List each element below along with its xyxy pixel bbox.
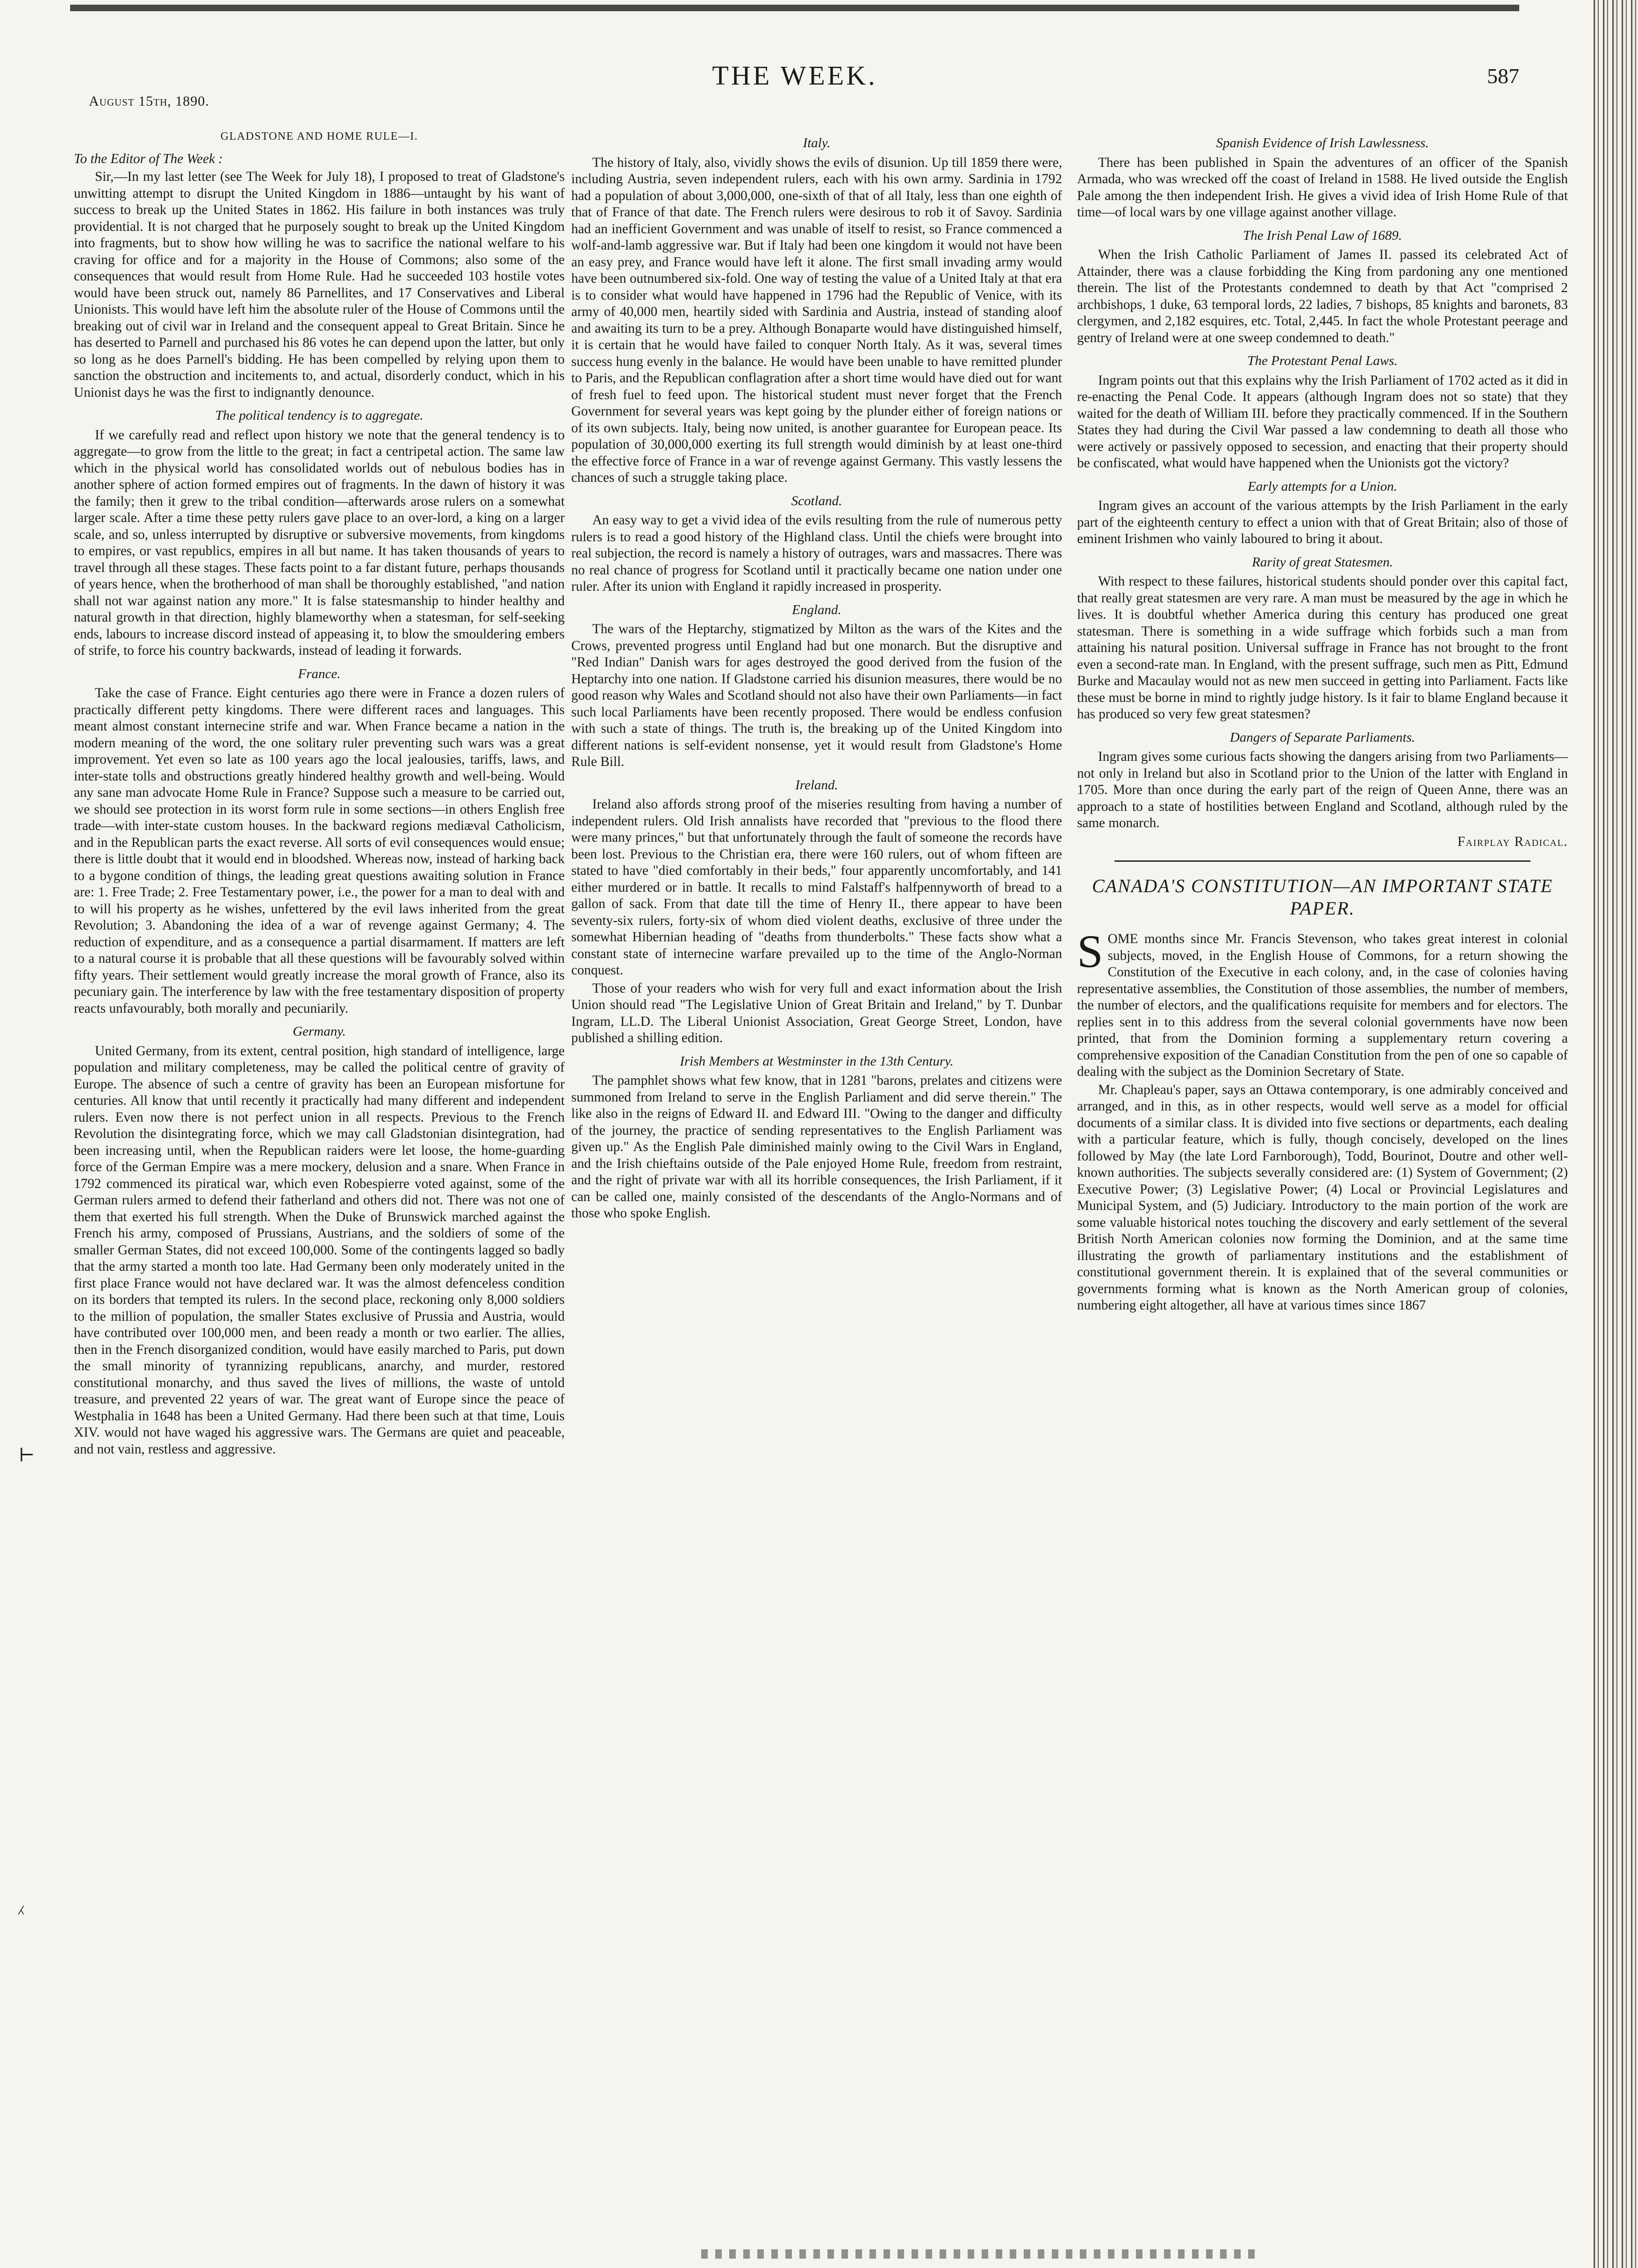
paragraph: Ingram gives some curious facts showing the dangers arising from two Parliaments—not only in Ireland but also in Scotland prior to the Union of the latter with England in 1705. More than once during the early part of the reign of Queen Anne, there was an approach to a state of hostilities between England and Scotland, although ruled by the same monarch. [1077, 749, 1568, 830]
article-heading: GLADSTONE AND HOME RULE—I. [220, 130, 418, 143]
paragraph: Those of your readers who wish for very full and exact information about the Irish Union should read "The Legislative Union of Great Britain and Ireland," by T. Dunbar Ingram, LL.D. The Liberal Unionist Association, Great George Street, London, have published a shilling edition. [571, 980, 1062, 1045]
drop-cap: S [1077, 925, 1103, 977]
column-3 [1077, 129, 1568, 2241]
salutation: To the Editor of The Week : [74, 151, 223, 166]
section-heading: Germany. [293, 1024, 346, 1039]
issue-date: August 15th, 1890. [89, 93, 209, 109]
column-1 [74, 129, 565, 2241]
paragraph: Take the case of France. Eight centuries ago there were in France a dozen rulers of practically different petty kingdoms. There were different races and languages. This meant almost constant internecine strife and war. When France became a nation in the modern meaning of the word, the one solitary ruler preventing such wars was a great improvement. Yet even so late as 100 years ago the local jealousies, tariffs, laws, and inter-state tolls and obstructions greatly hindered healthy growth and well-being. Would any sane man advocate Home Rule in France? Suppose such a measure to be carried out, we should see protection in its worst form rule in some sections—in others English free trade—with inter-state custom houses. In the backward regions mediæval Catholicism, and in the Republican parts the exact reverse. All sorts of evil consequences would ensue; there is little doubt that it would end in bloodshed. Whereas now, instead of harking back to a bygone condition of things, the leading great questions awaiting solution in France are: 1. Free Trade; 2. Free Testamentary power, i.e., the power for a man to deal with and to will his property as he wishes, unfettered by the evil laws inherited from the great Revolution; 3. Abandoning the idea of a war of revenge against Germany; 4. The reduction of expenditure, and as a consequence a partial disarmament. If matters are left to a natural course it is probable that all these questions will be favourably solved within fifty years. Their settlement would greatly increase the moral growth of France, also its pecuniary gain. The interference by law with the free testamentary disposition of property reacts unfavourably, both morally and pecuniarily. [74, 686, 565, 1016]
section-heading: Early attempts for a Union. [1248, 479, 1397, 494]
bottom-edge-marks [701, 2249, 1262, 2259]
masthead [70, 56, 1519, 122]
margin-mark: ⁁ [19, 1893, 23, 1914]
paragraph: United Germany, from its extent, central position, high standard of intelligence, large population and military completeness, may be called the political centre of gravity of Europe. The absence of such a centre of gravity has been an European misfortune for centuries. All know that until recently it practically had many different and independent rulers. Even now there is not perfect union in all respects. Previous to the French Revolution the disintegrating force, which we may call Gladstonian disintegration, had been increasing until, when the Republican raiders were let loose, the home-guarding force of the German Empire was a mere mockery, delusion and a snare. When France in 1792 commenced its piratical war, which even Robespierre voted against, some of the German rulers armed to defend their fatherland and others did not. There was not one of them that exerted his full strength. When the Duke of Brunswick marched against the French his army, composed of Prussians, Austrians, and the soldiers of some of the smaller German States, did not exceed 100,000. Some of the contingents lagged so badly that the army started a month too late. Had Germany been only moderately united in the first place France would not have declared war. It was the almost defenceless condition on its borders that tempted its rulers. In the second place, reckoning only 8,000 soldiers to the million of population, the smaller States exclusive of Prussia and Austria, would have contributed over 100,000 men, and been ready a month or two earlier. The allies, then in the French disorganized condition, would have easily marched to Paris, put down the small minority of tyrannizing republicans, anarchy, and murder, restored constitutional monarchy, and thus saved the lives of millions, the waste of untold treasure, and prevented 22 years of war. The great want of Europe since the peace of Westphalia in 1648 has been a United Germany. Had there been such at that time, Louis XIV. would not have waged his aggressive wars. The Germans are quiet and peaceable, and not vain, restless and aggressive. [74, 1043, 565, 1457]
page-number: 587 [1487, 64, 1519, 88]
paragraph: With respect to these failures, historical students should ponder over this capital fact, that really great statesmen are very rare. A man must be measured by the age in which he lives. It is doubtful whether America during this century has produced one great statesman. There is something in a wide suffrage which forbids such a man from attaining his natural position. Universal suffrage in France has not brought to the front even a second-rate man. In England, with the present suffrage, such men as Pitt, Edmund Burke and Macaulay would not as new men succeed in getting into Parliament. Facts like these must be borne in mind to rightly judge history. Is it fair to blame England because it has produced so very few great statesmen? [1077, 574, 1568, 722]
section-heading: Ireland. [795, 777, 838, 793]
section-heading: Italy. [803, 136, 831, 150]
publication-title: THE WEEK. [712, 60, 877, 91]
paragraph: The history of Italy, also, vividly shows the evils of disunion. Up till 1859 there were, including Austria, seven independent rulers, each with his own army. Sardinia in 1792 had a population of about 3,000,000, one-sixth of that of all Italy, less than one eighth of that of France of that date. The French rulers were desirous to rob it of Savoy. Sardinia had an inefficient Government and was unable of itself to resist, so France commenced a wolf-and-lamb aggressive war. But if Italy had been one kingdom it would not have been an easy prey, and France would have left it alone. The first small invading army would have been outnumbered six-fold. One way of testing the value of a United Italy at that era is to consider what would have happened in 1796 had the Republic of Venice, with its army of 40,000 men, heartily sided with Sardinia and Austria, instead of standing aloof and awaiting its turn to be a prey. Although Bonaparte would have distinguished himself, it is certain that he would have failed to conquer North Italy. As it was, several times success hung evenly in the balance. He would have been unable to have remitted plunder to Paris, and the Republican conflagration after a short time would have died out for want of fresh fuel to feed upon. The historical student must never forget that the French Government for several years was kept going by the plunder either of foreign nations or of its own subjects. Italy, being now united, is another guarantee for European peace. Its population of 30,000,000 exerting its full strength would diminish by at least one-third the effective force of France in a war of revenge against Germany. This vastly lessens the chances of such a struggle taking place. [571, 155, 1062, 485]
column-2 [571, 129, 1062, 2241]
section-heading: The political tendency is to aggregate. [215, 408, 424, 423]
section-heading: France. [298, 666, 341, 681]
section-heading: England. [792, 602, 841, 617]
paragraph: The pamphlet shows what few know, that in 1281 "barons, prelates and citizens were summoned from Ireland to serve in the English Parliament and did serve therein." The like also in the reigns of Edward II. and Edward III. "Owing to the danger and difficulty of the journey, the practice of sending representatives to the English Parliament was given up." As the English Pale diminished mainly owing to the Civil Wars in England, and the Irish chieftains outside of the Pale enjoyed Home Rule, freedom from restraint, and the right of private war with all its horrible consequences, the Irish Parliament, if it can be called one, mainly consisted of the descendants of the Anglo-Normans and of those who spoke English. [571, 1073, 1062, 1221]
paragraph: The wars of the Heptarchy, stigmatized by Milton as the wars of the Kites and the Crows, prevented progress until England had but one monarch. But the disruptive and "Red Indian" Danish wars for ages destroyed the good derived from the fusion of the Heptarchy into one nation. If Gladstone carried his disunion measures, there would be no good reason why Wales and Scotland should not also have their own Parliaments—in fact such local Parliaments have been recently proposed. There would be endless confusion with such a state of things. The truth is, the breaking up of the United Kingdom into different nations is self-evident nonsense, yet it would result from Gladstone's Home Rule Bill. [571, 622, 1062, 769]
article-title: CANADA'S CONSTITUTION—AN IMPORTANT STATE PAPER. [1092, 875, 1553, 919]
lead-text: OME months since Mr. Francis Stevenson, who takes great interest in colonial subjects, moved, in the English House of Commons, for a return showing the Constitution of the Executive in each colony, and, in the case of colonies having representative assemblies, the Constitution of those assemblies, the number of members, the number of electors, and the qualifications requisite for members and for electors. The replies sent in to this address from the several colonial governments have now been printed, that from the Dominion forming a supplementary return covering a comprehensive exposition of the Canadian Constitution from the pen of one so capable of dealing with the subject as the Dominion Secretary of State. [1077, 931, 1568, 1079]
lead-paragraph [1077, 925, 1568, 1080]
paragraph: There has been published in Spain the adventures of an officer of the Spanish Armada, who was wrecked off the coast of Ireland in 1588. He lived outside the English Pale among the then independent Irish. He gives a vivid idea of Irish Home Rule of that time—of local wars by one village against another village. [1077, 155, 1568, 220]
margin-mark: ⊢ [19, 1445, 35, 1466]
paragraph: Ireland also affords strong proof of the miseries resulting from having a number of independent rulers. Old Irish annalists have recorded that "previous to the flood there were many princes," but that unfortunately through the fault of someone the records have been lost. Previous to the Christian era, there were 160 rulers, out of whom fifteen are stated to have "died comfortably in their beds," four apparently uncomfortably, and 141 either murdered or in battle. It recalls to mind Falstaff's halfpennyworth of bread to a gallon of sack. From that date till the time of Henry II., there appear to have been seventy-six rulers, forty-six of whom died violent deaths, exclusive of three under the somewhat Hibernian heading of "deaths from thunderbolts." These facts show what a constant state of internecine warfare prevailed up to the time of the Anglo-Norman conquest. [571, 797, 1062, 978]
article-divider [1114, 860, 1530, 862]
paragraph: If we carefully read and reflect upon history we note that the general tendency is to aggregate—to grow from the little to the great; in fact a centripetal action. The same law which in the physical world has consolidated worlds out of nebulous bodies has in another sphere of action formed empires out of fragments. In the dawn of history it was the family; then it grew to the tribal condition—afterwards arose rulers on a somewhat larger scale. After a time these petty rulers gave place to an over-lord, a king on a larger scale, and so, unless interrupted by disruptive or subversive movements, from kingdoms to empires, or vast republics, empires in all but name. It has taken thousands of years to travel through all these stages. These facts point to a far distant future, perhaps thousands of years hence, when the brotherhood of man shall be thoroughly established, "and nation shall not war against nation any more." It is false statesmanship to hinder healthy and natural growth in that direction, highly blameworthy when a statesman, for self-seeking ends, labours to increase discord instead of appeasing it, to blow the smouldering embers of strife, to force his country backwards, instead of leading it forwards. [74, 427, 565, 658]
signature: Fairplay Radical. [1457, 834, 1568, 849]
intro-paragraph: Sir,—In my last letter (see The Week for July 18), I proposed to treat of Gladstone's unwitting attempt to disrupt the United Kingdom in 1886—untaught by his want of success to break up the United States in 1862. His failure in both instances was truly providential. It is not charged that he purposely sought to break up the United Kingdom into fragments, but to show how willing he was to sacrifice the national welfare to his craving for office and for a majority in the House of Commons; also some of the consequences that would result from Home Rule. Had he succeeded 103 hostile votes would have been struck out, namely 86 Parnellites, and 17 Conservatives and Liberal Unionists. This would have left him the absolute ruler of the House of Commons until the breaking out of civil war in Ireland and the consequent appeal to Great Britain. Since he has deserted to Parnell and purchased his 86 votes he can depend upon the latter, but only so long as he does Parnell's bidding. He has been compelled by relying upon them to sanction the obstruction and incitements to, and actual, disorderly conduct, which in his Unionist days he was the first to indignantly denounce. [74, 169, 565, 400]
section-heading: Irish Members at Westminster in the 13th Century. [680, 1053, 954, 1069]
section-heading: The Irish Penal Law of 1689. [1243, 228, 1402, 243]
paragraph: Mr. Chapleau's paper, says an Ottawa contemporary, is one admirably conceived and arranged, and in this, as in other respects, would well serve as a model for official documents of a similar class. It is divided into five sections or departments, each dealing with a particular feature, which is fully, though concisely, developed on the lines followed by May (the late Lord Farnborough), Todd, Bourinot, Doutre and other well-known authorities. The subjects severally considered are: (1) System of Government; (2) Executive Power; (3) Legislative Power; (4) Local or Provincial Legislatures and Municipal System, and (5) Judiciary. Introductory to the main portion of the work are some valuable historical notes touching the discovery and early settlement of the several British North American colonies now forming the Dominion, and at the same time illustrating the growth of parliamentary institutions and the establishment of constitutional government therein. It is explained that of the several communities or governments forming what is known as the North American group of colonies, numbering eight altogether, all have at various times since 1867 [1077, 1082, 1568, 1313]
section-heading: Rarity of great Statesmen. [1252, 554, 1393, 570]
section-heading: The Protestant Penal Laws. [1247, 353, 1398, 368]
top-edge-rule [70, 5, 1519, 11]
paragraph: Ingram gives an account of the various attempts by the Irish Parliament in the early part of the eighteenth century to effect a union with that of Great Britain; also of those of eminent Irishmen who vainly laboured to bring it about. [1077, 498, 1568, 546]
section-heading: Scotland. [791, 493, 842, 508]
binding-edge [1594, 0, 1638, 2268]
paragraph: An easy way to get a vivid idea of the evils resulting from the rule of numerous petty rulers is to read a good history of the Highland class. Until the chiefs were brought into real subjection, the record is namely a history of outrages, wars and massacres. There was no real chance of progress for Scotland until it practically became one nation under one ruler. After its union with England it rapidly increased in prosperity. [571, 513, 1062, 594]
section-heading: Spanish Evidence of Irish Lawlessness. [1216, 136, 1429, 150]
section-heading: Dangers of Separate Parliaments. [1229, 730, 1415, 745]
paragraph: Ingram points out that this explains why the Irish Parliament of 1702 acted as it did in re-enacting the Penal Code. It appears (although Ingram does not so state) that they waited for the death of William III. before they practically commenced. If in the Southern States they had during the Civil War passed a law condemning to death all those who were actively or passively opposed to secession, and enacting that their property should be confiscated, what would have happened when the Unionists got the victory? [1077, 372, 1568, 471]
paragraph: When the Irish Catholic Parliament of James II. passed its celebrated Act of Attainder, there was a clause forbidding the King from pardoning any one mentioned therein. The list of the Protestants condemned to death by that Act "comprised 2 archbishops, 1 duke, 63 temporal lords, 22 ladies, 7 bishops, 85 knights and baronets, 83 clergymen, and 2,182 esquires, etc. Total, 2,445. In fact the whole Protestant peerage and gentry of Ireland were at one sweep condemned to death." [1077, 247, 1568, 345]
